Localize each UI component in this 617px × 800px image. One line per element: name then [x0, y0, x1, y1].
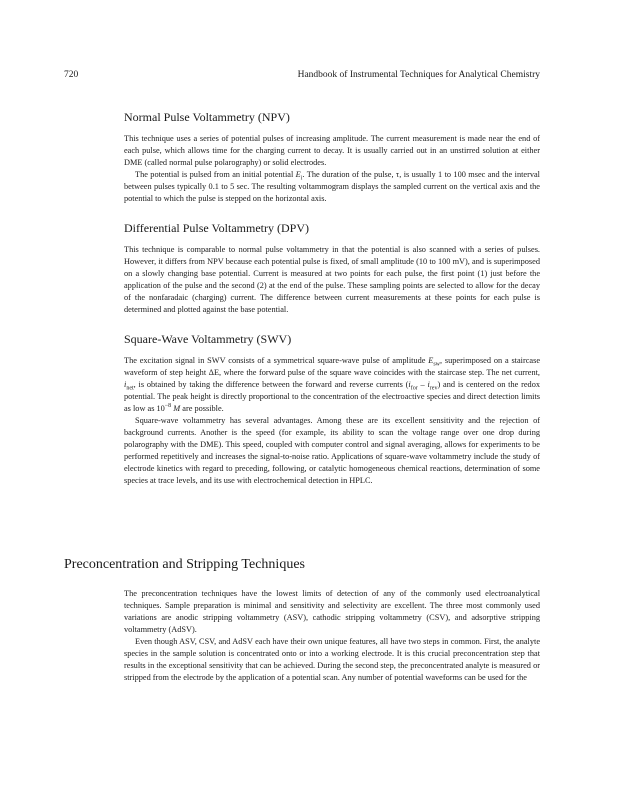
- swv-text-b: , superimposed on a staircase waveform of step height ΔE, where the forward pulse of the square wave coincides with the staircase step. The net current,: [124, 356, 541, 377]
- swv-var-irev: i: [427, 380, 430, 389]
- swv-sub-sw: sw: [433, 361, 441, 368]
- npv-heading: Normal Pulse Voltammetry (NPV): [124, 110, 290, 124]
- swv-exponent: −8: [164, 403, 172, 410]
- swv-unit-m: M: [171, 404, 181, 413]
- npv-sub-i: i: [300, 175, 303, 182]
- swv-text-a: The excitation signal in SWV consists of a symmetrical square-wave pulse of amplitude: [124, 356, 429, 365]
- npv-paragraph-2: [124, 169, 540, 205]
- pst-paragraph-1: The preconcentration techniques have the lowest limits of detection of any of the commonly used electroanalytical techniques. Sample preparation is minimal and sensitivity and selectivity are excellent. The three most commonly used variations are anodic stripping voltammetry (ASV), cathodic stripping voltammetry (CSV), and adsorptive stripping voltammetry (AdSV).: [124, 589, 540, 634]
- running-title: Handbook of Instrumental Techniques for Analytical Chemistry: [297, 70, 540, 80]
- swv-var-ifor: i: [408, 380, 411, 389]
- swv-var-esw: E: [428, 356, 434, 365]
- swv-paragraph-2: Square-wave voltammetry has several advantages. Among these are its excellent sensitivity and the rejection of background currents. Another is the speed (for example, its ability to scan the voltage range over one drop during polarography with the DME). This speed, coupled with computer control and signal averaging, allows for experiments to be performed repetitively and increases the signal-to-noise ratio. Applications of square-wave voltammetry include the study of electrode kinetics with regard to preceding, following, or catalytic homogeneous chemical reactions, determination of some species at trace levels, and its use with electrochemical detection in HPLC.: [124, 416, 540, 485]
- npv-var-e: E: [295, 170, 301, 179]
- swv-heading: Square-Wave Voltammetry (SWV): [124, 332, 292, 346]
- main-column: [124, 110, 540, 487]
- swv-var-inet: i: [124, 380, 127, 389]
- dpv-heading: Differential Pulse Voltammetry (DPV): [124, 221, 309, 235]
- swv-paragraph-1: [124, 355, 540, 415]
- swv-sub-rev: rev: [429, 385, 438, 392]
- swv-text-e: are possible.: [180, 404, 224, 413]
- swv-text-c: , is obtained by taking the difference between the forward and reverse currents (: [133, 380, 409, 389]
- swv-text-d: ) and is centered on the redox potential. The peak height is directly proportional to the concentration of the electroactive species and direct detection limits as low as 10: [124, 380, 540, 413]
- npv-paragraph-1: This technique uses a series of potential pulses of increasing amplitude. The current measurement is made near the end of each pulse, which allows time for the charging current to decay. It is usually carried out in an unstirred solution at either DME (called normal pulse polarography) or solid electrodes.: [124, 134, 540, 167]
- pst-paragraph-2: Even though ASV, CSV, and AdSV each have their own unique features, all have two steps in common. First, the analyte species in the sample solution is concentrated onto or into a working electrode. It is this crucial preconcentration step that results in the exceptional sensitivity that can be achieved. During the second step, the preconcentrated analyte is measured or stripped from the electrode by the application of a potential scan. Any number of potential waveforms can be used for the: [124, 637, 540, 682]
- pst-column: [124, 588, 540, 684]
- running-header: [64, 70, 540, 80]
- swv-sub-net: net: [126, 385, 134, 392]
- swv-sub-for: for: [410, 385, 418, 392]
- npv-text-b: . The duration of the pulse, τ, is usually 1 to 100 msec and the interval between pulses typically 0.1 to 5 sec. The resulting voltammogram displays the sampled current on the vertical axis and the potential to which the pulse is stepped on the horizontal axis.: [124, 170, 540, 203]
- swv-minus: –: [417, 380, 428, 389]
- npv-text-a: The potential is pulsed from an initial potential: [135, 170, 296, 179]
- dpv-paragraph-1: This technique is comparable to normal pulse voltammetry in that the potential is also scanned with a series of pulses. However, it differs from NPV because each potential pulse is fixed, of small amplitude (10 to 100 mV), and is superimposed on a slowly changing base potential. Current is measured at two points for each pulse, the first point (1) just before the application of the pulse and the second (2) at the end of the pulse. These sampling points are selected to allow for the decay of the nonfaradaic (charging) current. The difference between current measurements at these points for each pulse is determined and plotted against the base potential.: [124, 245, 540, 314]
- pst-heading: Preconcentration and Stripping Techniques: [64, 557, 305, 572]
- page-number: 720: [64, 70, 79, 80]
